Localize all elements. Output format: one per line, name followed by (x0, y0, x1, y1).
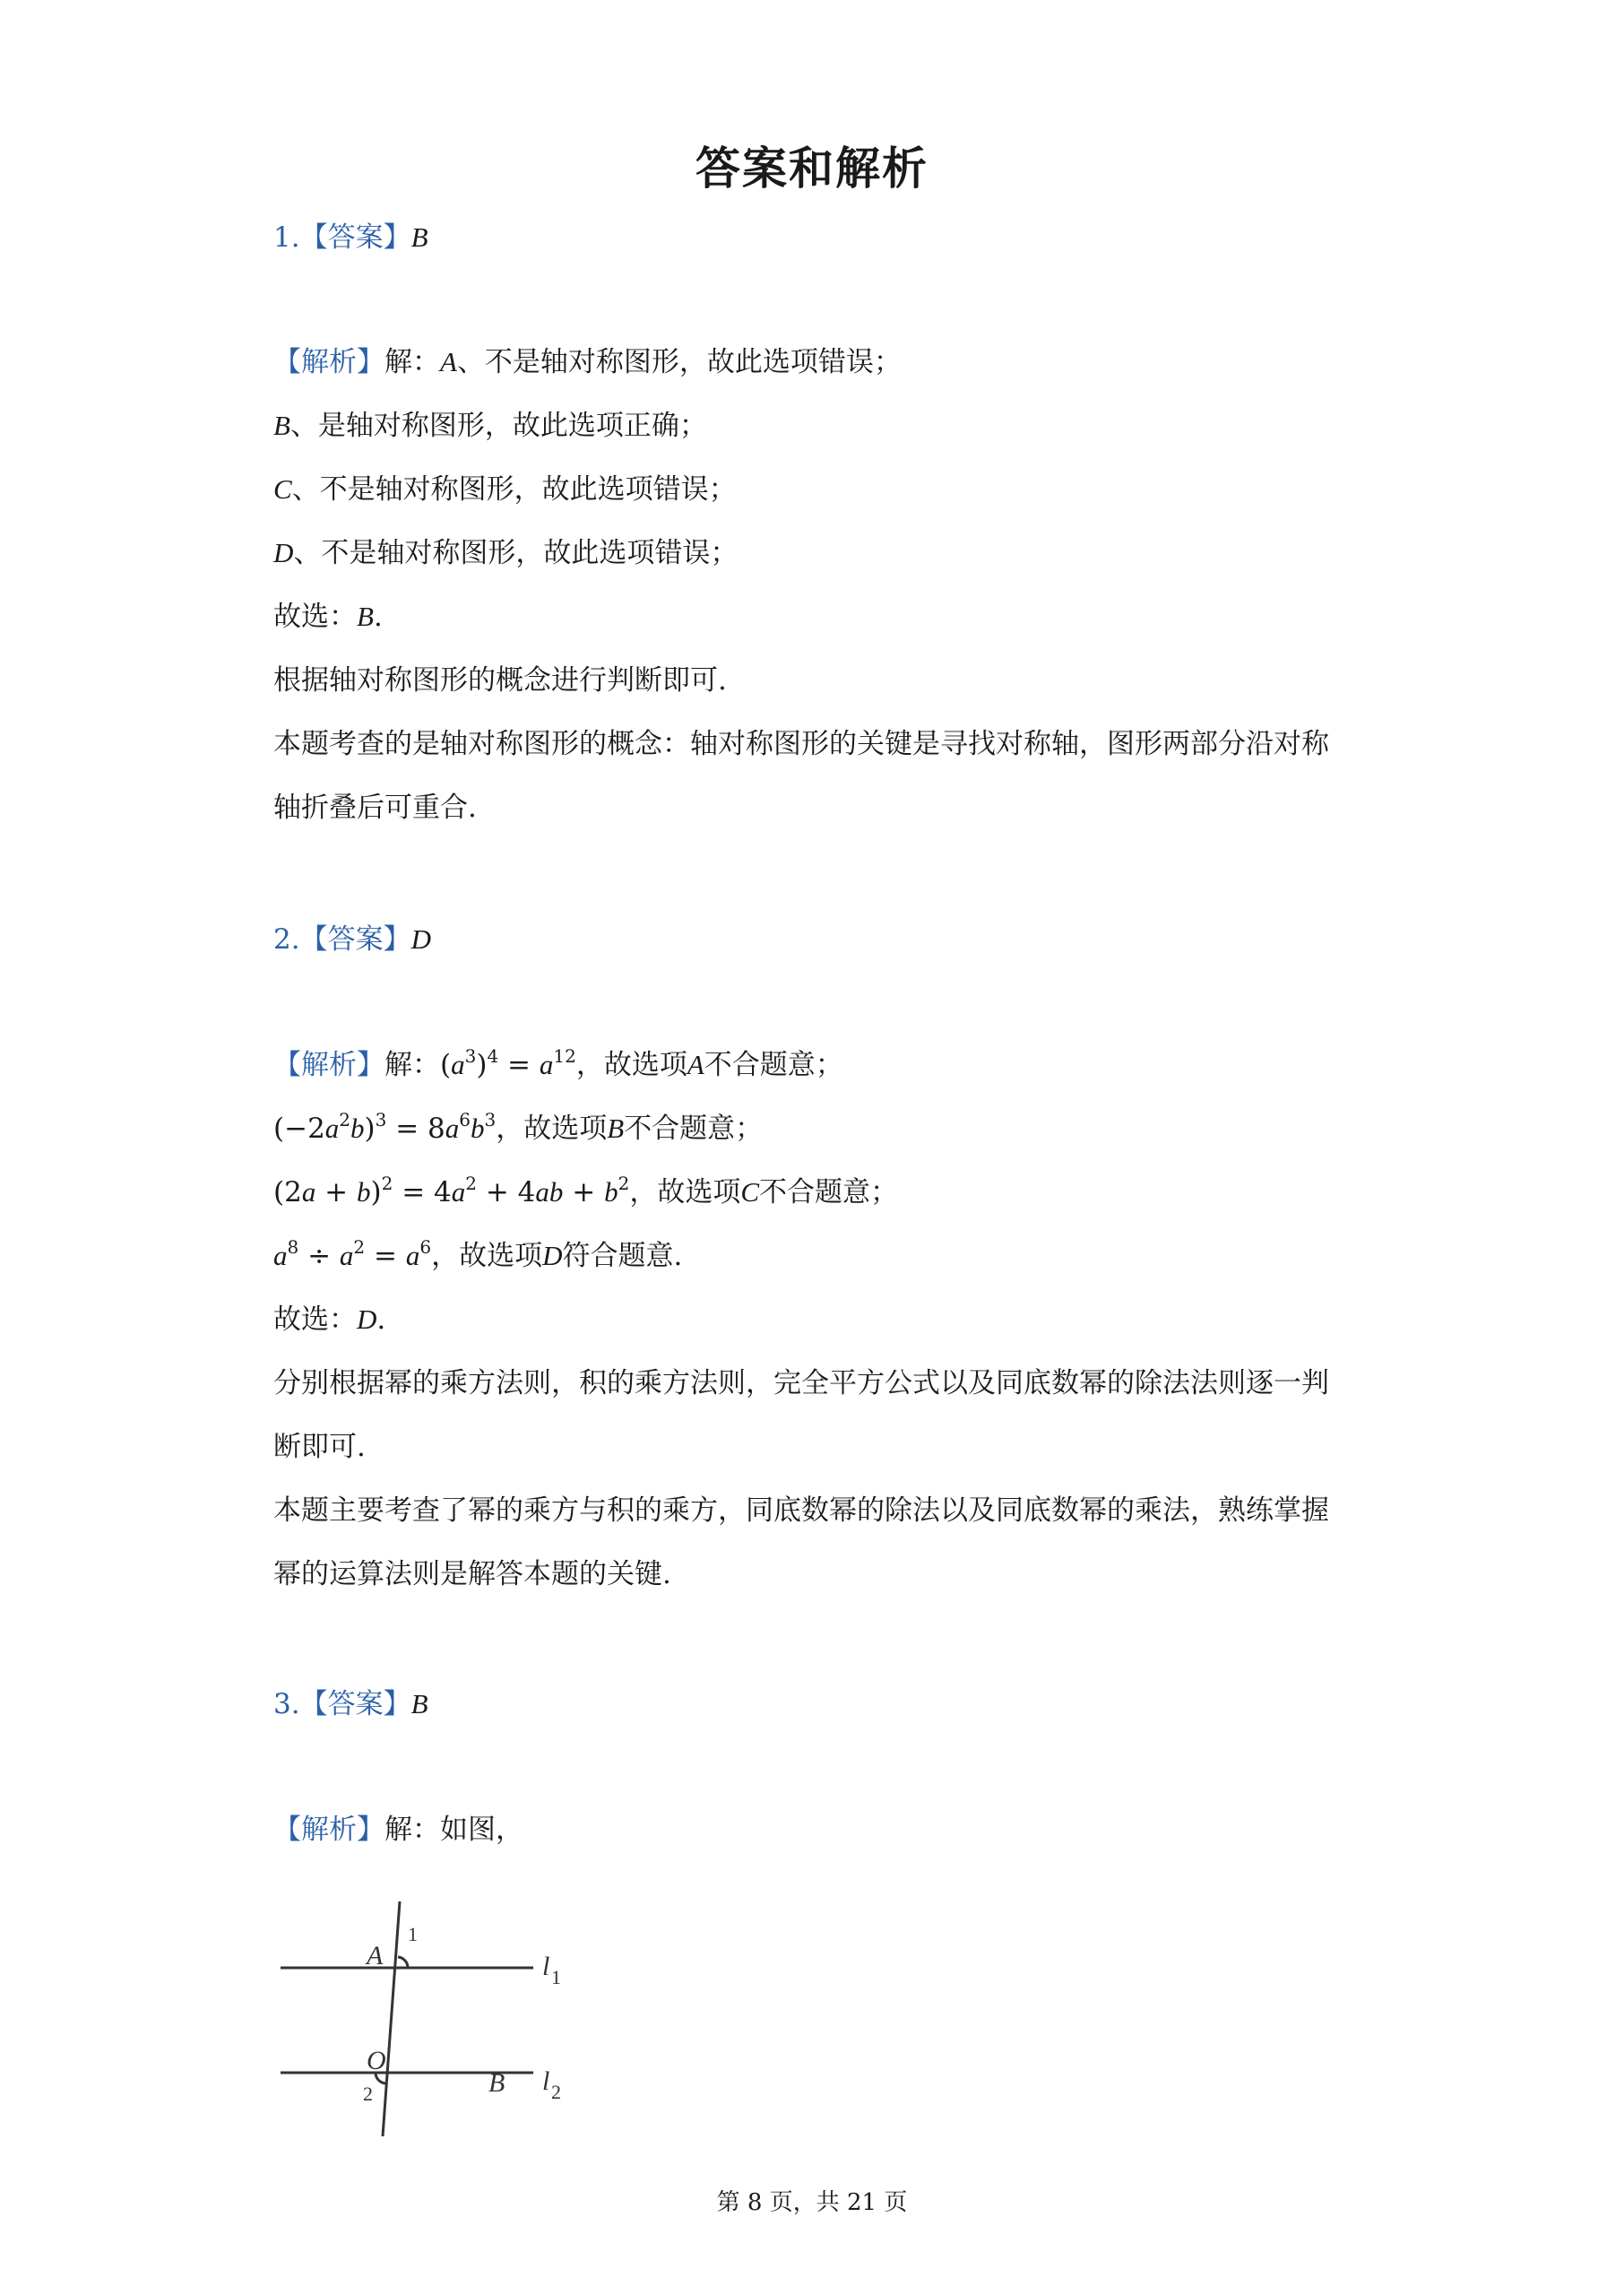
q2-text: 不合题意； (759, 1176, 899, 1208)
q1-answer-tag: 【答案】 (299, 221, 411, 254)
q1-summary-line1: 本题考查的是轴对称图形的概念：轴对称图形的关键是寻找对称轴，图形两部分沿对称 (273, 728, 1329, 760)
label-B: B (488, 2068, 505, 2098)
q2-answer-tag: 【答案】 (299, 923, 411, 956)
q2-analysis-line3: $(2a + b)^2 = 4a^2 + 4ab + b^2$，故选项C不合题意； (273, 1172, 899, 1208)
q3-answer-tag: 【答案】 (299, 1688, 411, 1720)
q2-analysis-tag: 【解析】 (273, 1049, 384, 1081)
q1-text: 、不是轴对称图形，故此选项错误； (293, 537, 739, 569)
q2-option: B (607, 1113, 625, 1144)
q3-analysis-tag: 【解析】 (273, 1814, 384, 1846)
q2-answer-line (273, 922, 431, 957)
q1-method-line: 根据轴对称图形的概念进行判断即可. (273, 664, 727, 697)
q2-text: 故选： (273, 1303, 357, 1336)
label-A: A (367, 1941, 384, 1970)
q1-text: 、是轴对称图形，故此选项正确； (289, 410, 707, 442)
label-O: O (367, 2046, 386, 2075)
q2-option: A (687, 1049, 704, 1080)
q2-text: ，故选项 (575, 1049, 687, 1081)
q2-text: 符合题意. (562, 1240, 683, 1272)
label-angle-1: 1 (408, 1923, 418, 1945)
q1-analysis-line3 (273, 472, 737, 507)
q2-option: C (740, 1176, 760, 1208)
q2-text: 不合题意； (704, 1049, 843, 1081)
q1-answer-line (273, 220, 428, 255)
q2-choose-line (273, 1302, 385, 1338)
angle-1-arc (398, 1957, 408, 1968)
q1-option: B (357, 601, 374, 632)
q1-option: C (273, 473, 292, 505)
q2-text: ，故选项 (629, 1176, 741, 1208)
q3-answer-line (273, 1686, 428, 1722)
q1-text: . (373, 601, 383, 633)
q2-analysis-line2: $(-2a^2b)^3 = 8a^6b^3$，故选项B不合题意； (273, 1108, 764, 1145)
q2-summary-line2: 幂的运算法则是解答本题的关键. (273, 1558, 671, 1590)
page-title: 答案和解析 (695, 143, 929, 195)
q2-text: . (376, 1303, 386, 1336)
label-l1-subscript: 1 (551, 1966, 561, 1988)
q1-option: D (273, 537, 294, 568)
q1-text: 解： (384, 346, 440, 378)
q2-answer: D (410, 923, 431, 955)
q1-answer: B (410, 221, 428, 253)
q1-summary-line2: 轴折叠后可重合. (273, 792, 477, 824)
label-l2-subscript: 2 (551, 2081, 561, 2103)
q1-text: 故选： (273, 601, 357, 633)
q2-text: ，故选项 (496, 1113, 608, 1145)
q3-text: 解：如图， (384, 1814, 523, 1846)
q1-option: A (440, 346, 457, 377)
q1-option: B (273, 410, 290, 441)
q2-summary-line1: 本题主要考查了幂的乘方与积的乘方，同底数幂的除法以及同底数幂的乘法，熟练掌握 (273, 1494, 1329, 1527)
q3-figure (273, 1887, 578, 2156)
q1-text: 、不是轴对称图形，故此选项错误； (291, 473, 737, 506)
q1-analysis-line1 (273, 344, 902, 380)
q2-text: 不合题意； (624, 1113, 764, 1145)
q2-option: D (542, 1240, 563, 1271)
q1-analysis-line4 (273, 535, 738, 571)
q1-text: 、不是轴对称图形，故此选项错误； (456, 346, 902, 378)
transversal-line (383, 1901, 400, 2136)
q2-text: ，故选项 (431, 1240, 543, 1272)
q2-method-line2: 断即可. (273, 1431, 366, 1463)
q3-number: 3. (273, 1688, 300, 1720)
page-footer: 第 8 页，共 21 页 (716, 2189, 908, 2216)
q2-analysis-line1: 【解析】解：$(a^3)^4 = a^{12}$，故选项A不合题意； (273, 1044, 843, 1081)
q2-analysis-line4: $a^8 \div a^2 = a^6$，故选项D符合题意. (273, 1235, 683, 1272)
q2-method-line1: 分别根据幂的乘方法则，积的乘方法则，完全平方公式以及同底数幂的除法法则逐一判 (273, 1367, 1329, 1399)
q2-number: 2. (273, 923, 300, 956)
q1-analysis-tag: 【解析】 (273, 346, 384, 378)
q3-answer: B (410, 1688, 428, 1719)
label-angle-2: 2 (363, 2083, 373, 2105)
q1-choose-line (273, 599, 383, 635)
q2-option: D (357, 1303, 377, 1335)
label-l1: l (542, 1952, 550, 1981)
q3-analysis-line1 (273, 1812, 523, 1848)
q1-number: 1. (273, 221, 300, 254)
q1-analysis-line2 (273, 408, 707, 444)
label-l2: l (542, 2066, 550, 2096)
